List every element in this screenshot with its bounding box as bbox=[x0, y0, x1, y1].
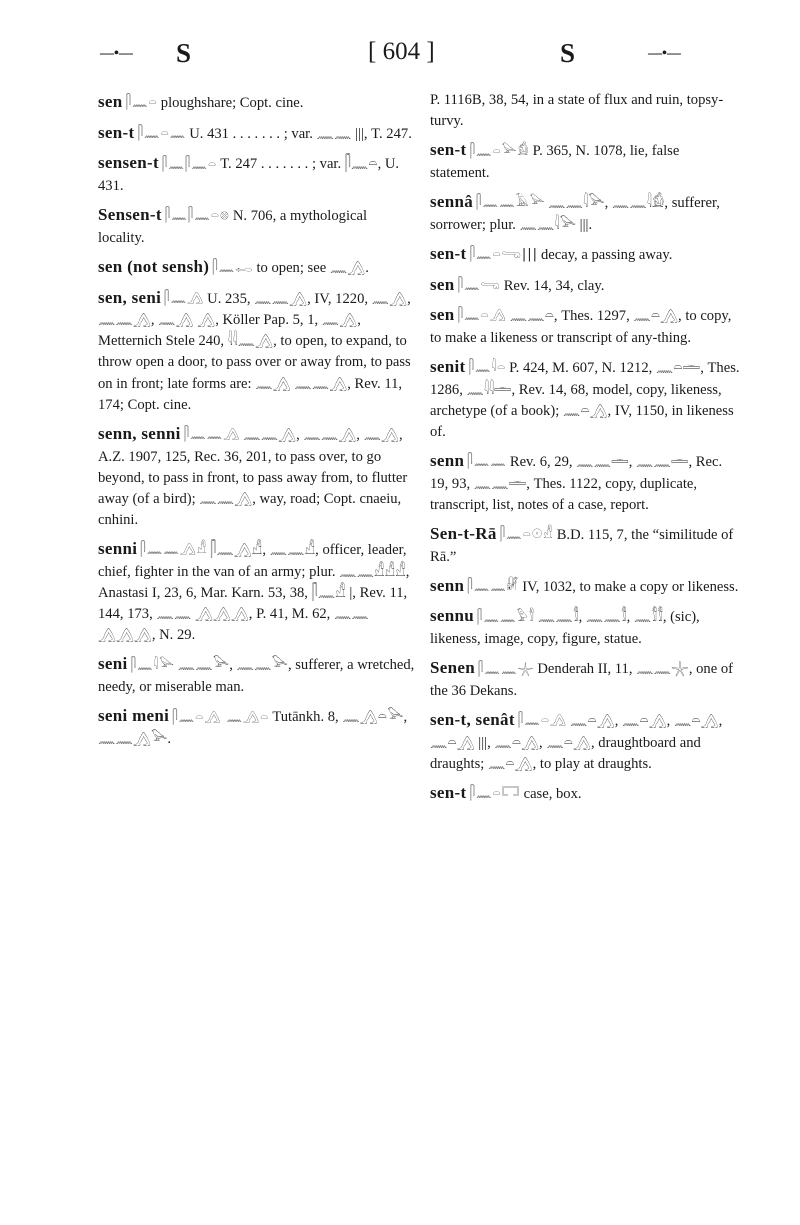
entry-definition: T. 247 . . . . . . . ; var. 𓋴𓈖𓏏, U. 431. bbox=[98, 156, 400, 194]
entry-headword: seni meni bbox=[98, 706, 170, 726]
hieroglyph-group: 𓋴𓈖𓏏𓉐 bbox=[469, 786, 521, 802]
hieroglyph-group: 𓋴𓈖𓉻 bbox=[212, 260, 254, 276]
hieroglyph-group: 𓋴𓈖𓈖𓂻 bbox=[183, 427, 241, 443]
entry-headword: senn bbox=[430, 451, 465, 471]
entry-definition: B.D. 115, 7, the “similitude of Rā.” bbox=[430, 527, 734, 565]
dictionary-entry bbox=[98, 151, 416, 197]
hieroglyph-group: 𓋴𓈖𓋴𓈖𓏏𓊖 bbox=[164, 208, 230, 224]
entry-definition: U. 235, 𓈖𓈖𓂻, IV, 1220, 𓈖𓂻, 𓈖𓈖𓂻, 𓈖𓂻 𓂻, Köller Pap. 5, 1, 𓈖𓂻, Metternich Stele 240, 𓇋𓇋𓈖𓂻, to open, to expand, to throw open a door, to pass over or away from, to pass on in front; late forms are: 𓈖𓂻 𓈖𓈖𓂻, Rev. 11, 174; Copt. cine. bbox=[98, 290, 411, 413]
entry-definition: P. 424, M. 607, N. 1212, 𓈖𓏏𓏛, Thes. 1286, 𓈖𓇋𓇋𓏛, Rev. 14, 68, model, copy, likeness, archetype (of a book); 𓈖𓏏𓂻, IV, 1150, in likeness of. bbox=[430, 359, 740, 440]
entry-headword: senit bbox=[430, 356, 466, 376]
page-header bbox=[0, 38, 800, 68]
dictionary-entry bbox=[430, 656, 740, 702]
entry-headword: sen bbox=[430, 274, 455, 294]
hieroglyph-group: 𓋴𓈖𓈖𓇼 bbox=[477, 661, 535, 677]
entry-definition: ploughshare; Copt. cine. bbox=[160, 95, 304, 111]
dictionary-entry bbox=[98, 90, 416, 115]
entry-definition: 𓈖𓈖𓏏, Thes. 1297, 𓈖𓏏𓂻, to copy, to make a likeness or transcript of any-thing. bbox=[430, 308, 732, 346]
entry-definition: 𓈖𓈖𓂻, 𓈖𓈖𓂻, 𓈖𓂻, A.Z. 1907, 125, Rec. 36, 201, to pass over, to go beyond, to pass in front, to pass away from, to flutter away (of a bird); 𓈖𓈖𓂻, way, road; Copt. cnaeiu, cnhini. bbox=[98, 426, 408, 529]
hieroglyph-group: 𓋴𓈖𓇋𓅪 bbox=[130, 657, 175, 673]
entry-definition: to open; see 𓈖𓂻. bbox=[256, 259, 369, 276]
entry-definition: Denderah II, 11, 𓈖𓈖𓇼, one of the 36 Dekans. bbox=[430, 661, 734, 699]
dictionary-entry bbox=[98, 422, 416, 531]
entry-headword: senn, senni bbox=[98, 423, 181, 443]
hieroglyph-group: 𓋴𓈖𓏏𓂸||| bbox=[469, 247, 538, 263]
entry-headword: Senen bbox=[430, 658, 475, 678]
dictionary-entry bbox=[430, 90, 740, 132]
entry-headword: sen-t bbox=[98, 122, 135, 142]
hieroglyph-group: 𓋴𓈖𓏏𓈖 bbox=[137, 125, 187, 141]
hieroglyph-group: 𓋴𓈖𓈖𓄿𓅪 bbox=[476, 195, 546, 211]
entry-definition: Rev. 14, 34, clay. bbox=[503, 277, 605, 294]
dictionary-entry bbox=[430, 273, 740, 298]
hieroglyph-group: 𓋴𓈖𓋴𓈖𓏏 bbox=[161, 156, 218, 172]
page-number: [ 604 ] bbox=[368, 38, 435, 65]
hieroglyph-group: 𓋴𓈖𓈖 bbox=[467, 454, 507, 470]
hieroglyph-group: 𓋴𓈖𓏏𓅪𓀁 bbox=[469, 143, 530, 159]
dictionary-entry bbox=[430, 449, 740, 516]
entry-definition: decay, a passing away. bbox=[540, 246, 673, 263]
entry-headword: sen-t, senât bbox=[430, 710, 515, 730]
entry-definition: 𓈖𓏏𓂻, 𓈖𓏏𓂻, 𓈖𓏏𓂻, 𓈖𓏏𓂻 |||, 𓈖𓏏𓂻, 𓈖𓏏𓂻, draughtboard and draughts; 𓈖𓏏𓂻, to play at draughts. bbox=[430, 713, 723, 772]
entry-headword: sennu bbox=[430, 606, 475, 626]
hieroglyph-group: 𓋴𓈖𓏏𓂻 𓈖𓂻𓏏 bbox=[172, 709, 270, 725]
dictionary-entry bbox=[430, 781, 740, 806]
dictionary-entry bbox=[430, 242, 740, 267]
dictionary-entry bbox=[430, 708, 740, 775]
entry-headword: Sensen-t bbox=[98, 205, 162, 225]
left-column bbox=[98, 90, 416, 756]
hieroglyph-group: 𓋴𓈖𓏏𓂻 bbox=[517, 713, 568, 729]
entry-definition: 𓋴𓈖𓂻𓀭, 𓈖𓈖𓀭, officer, leader, chief, fighter in the van of an army; plur. 𓈖𓈖𓀭𓀭𓀭, Anastasi I, 23, 6, Mar. Karn. 53, 38, 𓋴𓈖𓀭 |, Rev. 11, 144, 173, 𓈖𓈖 𓂻𓂻𓂻, P. 41, M. 62, 𓈖𓈖 𓂻𓂻𓂻, N. 29. bbox=[98, 542, 410, 644]
entry-definition: IV, 1032, to make a copy or likeness. bbox=[522, 578, 739, 595]
dictionary-entry bbox=[430, 138, 740, 184]
entry-definition: 𓈖𓈖𓅪, 𓈖𓈖𓅪, sufferer, a wretched, needy, or miserable man. bbox=[98, 657, 415, 696]
entry-headword: senni bbox=[98, 539, 138, 559]
dictionary-entry bbox=[98, 121, 416, 146]
hieroglyph-group: 𓋴𓈖𓈖𓂻𓀭 bbox=[140, 542, 208, 558]
hieroglyph-group: 𓋴𓈖𓂸 bbox=[457, 277, 501, 293]
entry-definition: 𓈖𓈖𓀾, 𓈖𓈖𓀾, 𓈖𓀾𓀾, (sic), likeness, image, copy, figure, statue. bbox=[430, 609, 700, 648]
dictionary-entry bbox=[98, 652, 416, 698]
dictionary-entry bbox=[430, 604, 740, 650]
header-rule-left: —•— bbox=[100, 46, 133, 61]
entry-headword: sen, seni bbox=[98, 287, 162, 307]
dictionary-entry bbox=[98, 537, 416, 646]
entry-headword: sen (not sensh) bbox=[98, 256, 210, 276]
dictionary-entry bbox=[98, 704, 416, 750]
entry-headword: sensen-t bbox=[98, 153, 159, 173]
header-rule-right: —•— bbox=[648, 46, 681, 61]
entry-headword: sen-t bbox=[430, 243, 467, 263]
dictionary-entry bbox=[430, 190, 740, 236]
header-left-letter: S bbox=[176, 38, 192, 68]
entry-definition: 𓈖𓈖𓇋𓅪, 𓈖𓈖𓇋𓀁, sufferer, sorrower; plur. 𓈖𓈖𓇋𓅪 |||. bbox=[430, 195, 720, 233]
entry-headword: sennâ bbox=[430, 192, 474, 212]
entry-definition: Rev. 6, 29, 𓈖𓈖𓏛, 𓈖𓈖𓏛, Rec. 19, 93, 𓈖𓈖𓏛, Thes. 1122, copy, duplicate, transcript, list, notes of a case, report. bbox=[430, 454, 723, 513]
entry-definition: U. 431 . . . . . . . ; var. 𓈖𓈖 |||, T. 247. bbox=[189, 125, 412, 142]
entry-definition: N. 706, a mythological locality. bbox=[98, 208, 368, 246]
right-column bbox=[430, 90, 740, 812]
dictionary-entry bbox=[430, 574, 740, 599]
dictionary-entry bbox=[430, 355, 740, 443]
entry-headword: sen-t bbox=[430, 140, 467, 160]
entry-headword: sen-t bbox=[430, 783, 467, 803]
hieroglyph-group: 𓋴𓈖𓂻 bbox=[164, 290, 205, 306]
entry-headword: sen bbox=[98, 92, 123, 111]
hieroglyph-group: 𓋴𓈖𓈖𓏞 bbox=[467, 579, 520, 595]
entry-headword: senn bbox=[430, 575, 465, 595]
entry-definition: P. 1116B, 38, 54, in a state of flux and ruin, topsy-turvy. bbox=[430, 92, 724, 130]
entry-definition: Tutānkh. 8, 𓈖𓂻𓏏𓅪, 𓈖𓈖𓂻𓅪. bbox=[98, 709, 408, 747]
hieroglyph-group: 𓋴𓈖𓏏𓂻 bbox=[457, 308, 507, 324]
dictionary-entry bbox=[98, 286, 416, 416]
hieroglyph-group: 𓋴𓈖𓏏𓇳𓀭 bbox=[499, 527, 554, 543]
header-right-letter: S bbox=[560, 38, 576, 68]
entry-headword: sen bbox=[430, 305, 455, 325]
dictionary-entry bbox=[430, 522, 740, 568]
entry-headword: Sen-t-Rā bbox=[430, 524, 497, 544]
dictionary-entry bbox=[98, 203, 416, 249]
entry-definition: case, box. bbox=[523, 786, 582, 803]
hieroglyph-group: 𓋴𓈖𓈖𓅱𓀾 bbox=[477, 609, 535, 625]
entry-definition: P. 365, N. 1078, lie, false statement. bbox=[430, 143, 680, 181]
dictionary-entry bbox=[430, 303, 740, 349]
hieroglyph-group: 𓋴𓈖𓏏 bbox=[125, 95, 158, 111]
entry-headword: seni bbox=[98, 654, 128, 674]
dictionary-entry bbox=[98, 255, 416, 280]
hieroglyph-group: 𓋴𓈖𓇋𓏏 bbox=[468, 360, 507, 376]
